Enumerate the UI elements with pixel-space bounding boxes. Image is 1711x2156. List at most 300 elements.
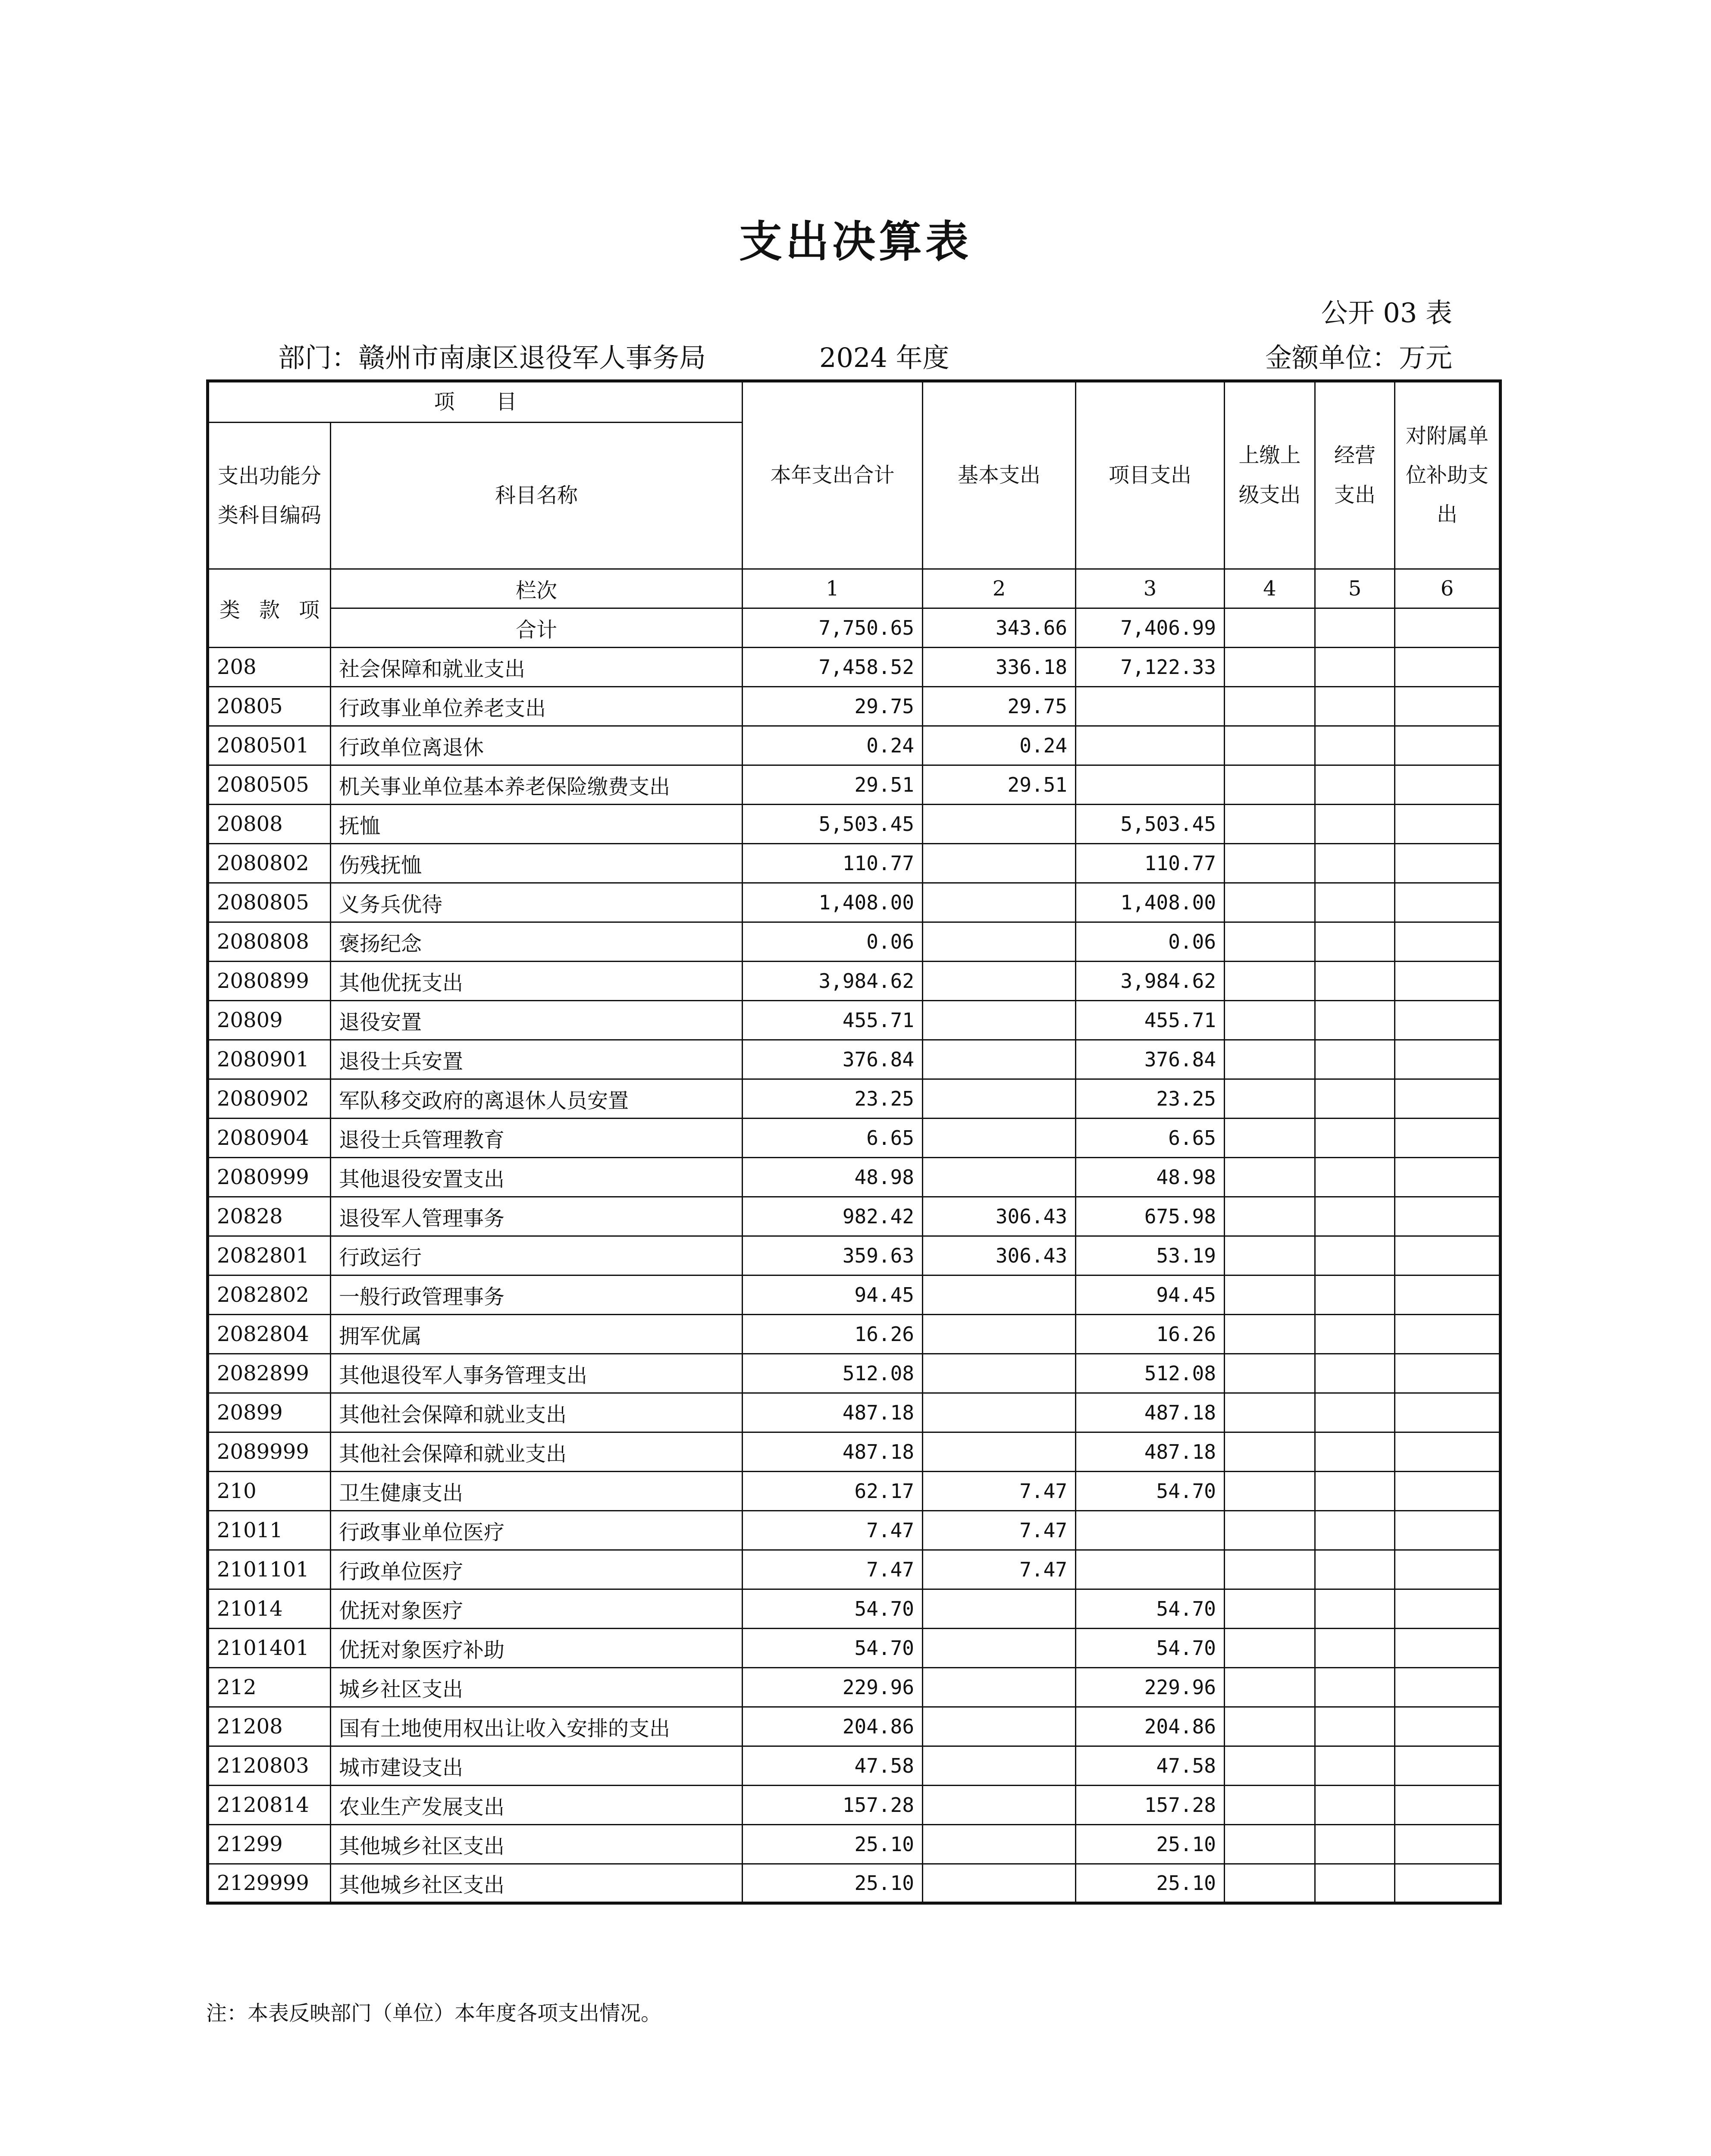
row-code: 2080999 — [208, 1158, 331, 1197]
row-c5 — [1315, 805, 1395, 844]
header-kuan: 款 — [259, 598, 280, 623]
header-xiangmu: 项 目 — [208, 381, 743, 423]
row-name: 城市建设支出 — [331, 1746, 743, 1786]
row-code: 21014 — [208, 1589, 331, 1629]
row-c6 — [1395, 1236, 1501, 1275]
table-row — [208, 1746, 1501, 1786]
table-row — [208, 1511, 1501, 1550]
table-row — [208, 1629, 1501, 1668]
row-name: 城乡社区支出 — [331, 1668, 743, 1707]
row-c6 — [1395, 1629, 1501, 1668]
row-basic — [923, 1001, 1076, 1040]
footnote: 注：本表反映部门（单位）本年度各项支出情况。 — [206, 2001, 662, 2025]
row-code: 2082801 — [208, 1236, 331, 1275]
row-total: 0.06 — [743, 922, 923, 962]
row-basic — [923, 1786, 1076, 1825]
row-c5 — [1315, 1864, 1395, 1903]
row-c4 — [1225, 1393, 1315, 1432]
row-basic — [923, 1275, 1076, 1315]
table-row — [208, 1432, 1501, 1472]
row-total: 5,503.45 — [743, 805, 923, 844]
row-project: 48.98 — [1076, 1158, 1225, 1197]
row-c5 — [1315, 1629, 1395, 1668]
row-c5 — [1315, 1197, 1395, 1236]
row-project: 487.18 — [1076, 1432, 1225, 1472]
table-row — [208, 1197, 1501, 1236]
row-c4 — [1225, 1079, 1315, 1119]
row-code: 2080902 — [208, 1079, 331, 1119]
table-row — [208, 687, 1501, 726]
row-c5 — [1315, 1315, 1395, 1354]
row-c6 — [1395, 883, 1501, 922]
row-c4 — [1225, 1236, 1315, 1275]
row-total: 487.18 — [743, 1432, 923, 1472]
lanci-2: 2 — [923, 569, 1076, 608]
row-c5 — [1315, 1119, 1395, 1158]
row-c6 — [1395, 1511, 1501, 1550]
page-title: 支出决算表 — [739, 216, 972, 267]
table-row — [208, 1786, 1501, 1825]
year-label: 2024 年度 — [819, 342, 950, 373]
row-c6 — [1395, 962, 1501, 1001]
row-c4 — [1225, 765, 1315, 805]
table-row — [208, 1668, 1501, 1707]
row-code: 2101101 — [208, 1550, 331, 1589]
row-c6 — [1395, 922, 1501, 962]
row-name: 行政单位医疗 — [331, 1550, 743, 1589]
row-total: 7.47 — [743, 1511, 923, 1550]
table-row — [208, 1158, 1501, 1197]
row-code: 2082899 — [208, 1354, 331, 1393]
row-code: 20809 — [208, 1001, 331, 1040]
table-row — [208, 883, 1501, 922]
row-basic — [923, 1864, 1076, 1903]
table-row — [208, 1040, 1501, 1079]
row-c4 — [1225, 1119, 1315, 1158]
total-c6 — [1395, 608, 1501, 648]
row-name: 卫生健康支出 — [331, 1472, 743, 1511]
row-c5 — [1315, 1550, 1395, 1589]
row-project: 376.84 — [1076, 1040, 1225, 1079]
row-c4 — [1225, 883, 1315, 922]
row-c5 — [1315, 1236, 1395, 1275]
row-c4 — [1225, 922, 1315, 962]
row-name: 退役士兵安置 — [331, 1040, 743, 1079]
row-c6 — [1395, 1472, 1501, 1511]
row-code: 212 — [208, 1668, 331, 1707]
table-row — [208, 726, 1501, 765]
row-name: 农业生产发展支出 — [331, 1786, 743, 1825]
table-row — [208, 1119, 1501, 1158]
row-c5 — [1315, 1589, 1395, 1629]
row-code: 2080501 — [208, 726, 331, 765]
row-c6 — [1395, 1119, 1501, 1158]
header-xiang: 项 — [298, 598, 320, 623]
row-basic — [923, 805, 1076, 844]
row-c4 — [1225, 1786, 1315, 1825]
row-c5 — [1315, 1746, 1395, 1786]
row-c4 — [1225, 1197, 1315, 1236]
row-basic: 29.51 — [923, 765, 1076, 805]
row-c4 — [1225, 1668, 1315, 1707]
row-total: 62.17 — [743, 1472, 923, 1511]
header-lei-kuan-xiang — [208, 569, 331, 648]
row-c6 — [1395, 1001, 1501, 1040]
row-name: 行政单位离退休 — [331, 726, 743, 765]
row-c4 — [1225, 1354, 1315, 1393]
row-c4 — [1225, 1511, 1315, 1550]
department-label: 部门：赣州市南康区退役军人事务局 — [278, 342, 706, 373]
row-c4 — [1225, 1629, 1315, 1668]
row-c4 — [1225, 805, 1315, 844]
row-c5 — [1315, 1432, 1395, 1472]
row-code: 2120814 — [208, 1786, 331, 1825]
row-c6 — [1395, 1707, 1501, 1746]
row-c5 — [1315, 1040, 1395, 1079]
row-name: 拥军优属 — [331, 1315, 743, 1354]
row-name: 优抚对象医疗补助 — [331, 1629, 743, 1668]
row-basic — [923, 883, 1076, 922]
row-c4 — [1225, 1158, 1315, 1197]
table-row — [208, 648, 1501, 687]
row-c4 — [1225, 1825, 1315, 1864]
row-basic — [923, 922, 1076, 962]
row-c6 — [1395, 1786, 1501, 1825]
row-project: 23.25 — [1076, 1079, 1225, 1119]
header-col2: 基本支出 — [923, 381, 1076, 569]
row-code: 2082802 — [208, 1275, 331, 1315]
row-total: 6.65 — [743, 1119, 923, 1158]
row-c4 — [1225, 1864, 1315, 1903]
row-code: 20828 — [208, 1197, 331, 1236]
row-total: 16.26 — [743, 1315, 923, 1354]
row-basic — [923, 962, 1076, 1001]
row-code: 2080899 — [208, 962, 331, 1001]
row-basic — [923, 1825, 1076, 1864]
row-code: 2080904 — [208, 1119, 331, 1158]
row-c5 — [1315, 1668, 1395, 1707]
row-c5 — [1315, 1472, 1395, 1511]
row-code: 20805 — [208, 687, 331, 726]
row-basic — [923, 1158, 1076, 1197]
row-project: 6.65 — [1076, 1119, 1225, 1158]
row-basic: 306.43 — [923, 1197, 1076, 1236]
row-code: 2080901 — [208, 1040, 331, 1079]
row-c6 — [1395, 1040, 1501, 1079]
row-c5 — [1315, 1354, 1395, 1393]
row-c4 — [1225, 962, 1315, 1001]
table-row — [208, 1864, 1501, 1903]
row-project — [1076, 726, 1225, 765]
header-col5: 经营支出 — [1315, 381, 1395, 569]
table-row — [208, 1001, 1501, 1040]
row-c6 — [1395, 1158, 1501, 1197]
total-label: 合计 — [331, 608, 743, 648]
row-total: 25.10 — [743, 1864, 923, 1903]
lanci-1: 1 — [743, 569, 923, 608]
row-c6 — [1395, 1197, 1501, 1236]
row-total: 7,458.52 — [743, 648, 923, 687]
row-code: 20808 — [208, 805, 331, 844]
row-code: 2089999 — [208, 1432, 331, 1472]
row-code: 2120803 — [208, 1746, 331, 1786]
row-c5 — [1315, 1511, 1395, 1550]
row-total: 25.10 — [743, 1825, 923, 1864]
row-total: 110.77 — [743, 844, 923, 883]
row-basic — [923, 1707, 1076, 1746]
row-c4 — [1225, 687, 1315, 726]
row-project — [1076, 765, 1225, 805]
row-project: 16.26 — [1076, 1315, 1225, 1354]
row-c6 — [1395, 1275, 1501, 1315]
row-project: 47.58 — [1076, 1746, 1225, 1786]
row-c6 — [1395, 1825, 1501, 1864]
row-project: 204.86 — [1076, 1707, 1225, 1746]
row-name: 优抚对象医疗 — [331, 1589, 743, 1629]
row-c5 — [1315, 883, 1395, 922]
row-project: 1,408.00 — [1076, 883, 1225, 922]
table-row — [208, 844, 1501, 883]
row-c4 — [1225, 1746, 1315, 1786]
row-c6 — [1395, 1668, 1501, 1707]
row-c5 — [1315, 1825, 1395, 1864]
row-c4 — [1225, 1550, 1315, 1589]
row-total: 204.86 — [743, 1707, 923, 1746]
total-c3: 7,406.99 — [1076, 608, 1225, 648]
row-c5 — [1315, 1001, 1395, 1040]
header-col3: 项目支出 — [1076, 381, 1225, 569]
row-total: 29.51 — [743, 765, 923, 805]
table-row — [208, 922, 1501, 962]
lanci-5: 5 — [1315, 569, 1395, 608]
row-c4 — [1225, 844, 1315, 883]
row-name: 其他退役军人事务管理支出 — [331, 1354, 743, 1393]
table-row — [208, 765, 1501, 805]
row-basic — [923, 1079, 1076, 1119]
row-code: 2101401 — [208, 1629, 331, 1668]
row-basic: 306.43 — [923, 1236, 1076, 1275]
row-project: 110.77 — [1076, 844, 1225, 883]
row-total: 29.75 — [743, 687, 923, 726]
row-c6 — [1395, 1864, 1501, 1903]
header-col6: 对附属单位补助支出 — [1395, 381, 1501, 569]
row-project: 0.06 — [1076, 922, 1225, 962]
row-basic — [923, 1393, 1076, 1432]
table-row — [208, 1236, 1501, 1275]
row-project: 25.10 — [1076, 1864, 1225, 1903]
row-project: 5,503.45 — [1076, 805, 1225, 844]
row-code: 2080802 — [208, 844, 331, 883]
row-c5 — [1315, 844, 1395, 883]
expenditure-table — [206, 379, 1502, 1905]
row-c5 — [1315, 765, 1395, 805]
row-c4 — [1225, 1589, 1315, 1629]
row-code: 21299 — [208, 1825, 331, 1864]
row-c6 — [1395, 1746, 1501, 1786]
row-c6 — [1395, 1393, 1501, 1432]
row-name: 退役军人管理事务 — [331, 1197, 743, 1236]
row-c5 — [1315, 726, 1395, 765]
row-c6 — [1395, 648, 1501, 687]
row-c6 — [1395, 726, 1501, 765]
row-name: 国有土地使用权出让收入安排的支出 — [331, 1707, 743, 1746]
row-name: 机关事业单位基本养老保险缴费支出 — [331, 765, 743, 805]
row-name: 退役士兵管理教育 — [331, 1119, 743, 1158]
total-c1: 7,750.65 — [743, 608, 923, 648]
row-code: 20899 — [208, 1393, 331, 1432]
row-total: 54.70 — [743, 1589, 923, 1629]
total-c2: 343.66 — [923, 608, 1076, 648]
row-name: 退役安置 — [331, 1001, 743, 1040]
row-basic: 29.75 — [923, 687, 1076, 726]
table-row — [208, 1472, 1501, 1511]
row-c4 — [1225, 1040, 1315, 1079]
row-basic — [923, 1668, 1076, 1707]
row-name: 其他城乡社区支出 — [331, 1825, 743, 1864]
row-project: 54.70 — [1076, 1472, 1225, 1511]
row-total: 94.45 — [743, 1275, 923, 1315]
row-c5 — [1315, 1079, 1395, 1119]
row-total: 23.25 — [743, 1079, 923, 1119]
row-name: 社会保障和就业支出 — [331, 648, 743, 687]
row-basic — [923, 1354, 1076, 1393]
row-c4 — [1225, 1275, 1315, 1315]
table-row — [208, 1393, 1501, 1432]
header-lanci: 栏次 — [331, 569, 743, 608]
row-c4 — [1225, 1707, 1315, 1746]
lanci-3: 3 — [1076, 569, 1225, 608]
row-c6 — [1395, 1550, 1501, 1589]
row-name: 军队移交政府的离退休人员安置 — [331, 1079, 743, 1119]
row-c6 — [1395, 1432, 1501, 1472]
row-basic — [923, 1432, 1076, 1472]
row-c6 — [1395, 1354, 1501, 1393]
row-project: 53.19 — [1076, 1236, 1225, 1275]
row-c4 — [1225, 1001, 1315, 1040]
row-c5 — [1315, 1393, 1395, 1432]
row-total: 157.28 — [743, 1786, 923, 1825]
row-name: 伤残抚恤 — [331, 844, 743, 883]
table-row — [208, 1589, 1501, 1629]
row-basic: 7.47 — [923, 1550, 1076, 1589]
total-c5 — [1315, 608, 1395, 648]
row-total: 455.71 — [743, 1001, 923, 1040]
row-total: 54.70 — [743, 1629, 923, 1668]
header-lei: 类 — [219, 598, 241, 623]
row-c5 — [1315, 648, 1395, 687]
row-total: 0.24 — [743, 726, 923, 765]
row-total: 359.63 — [743, 1236, 923, 1275]
row-code: 210 — [208, 1472, 331, 1511]
row-project — [1076, 1511, 1225, 1550]
row-project: 487.18 — [1076, 1393, 1225, 1432]
row-c4 — [1225, 1315, 1315, 1354]
row-c6 — [1395, 1315, 1501, 1354]
table-row — [208, 1315, 1501, 1354]
row-name: 行政运行 — [331, 1236, 743, 1275]
header-code: 支出功能分类科目编码 — [208, 423, 331, 569]
row-project: 157.28 — [1076, 1786, 1225, 1825]
row-name: 行政事业单位养老支出 — [331, 687, 743, 726]
row-total: 487.18 — [743, 1393, 923, 1432]
row-c5 — [1315, 922, 1395, 962]
header-name: 科目名称 — [331, 423, 743, 569]
row-c6 — [1395, 844, 1501, 883]
row-project: 675.98 — [1076, 1197, 1225, 1236]
form-number: 公开 03 表 — [1321, 297, 1452, 329]
row-c6 — [1395, 1589, 1501, 1629]
row-code: 2082804 — [208, 1315, 331, 1354]
row-project: 512.08 — [1076, 1354, 1225, 1393]
row-name: 其他优抚支出 — [331, 962, 743, 1001]
row-name: 其他城乡社区支出 — [331, 1864, 743, 1903]
row-code: 2080505 — [208, 765, 331, 805]
table-row — [208, 1354, 1501, 1393]
row-project — [1076, 1550, 1225, 1589]
row-project: 54.70 — [1076, 1589, 1225, 1629]
row-c4 — [1225, 648, 1315, 687]
row-name: 抚恤 — [331, 805, 743, 844]
lanci-6: 6 — [1395, 569, 1501, 608]
row-basic: 7.47 — [923, 1472, 1076, 1511]
row-c5 — [1315, 962, 1395, 1001]
row-total: 512.08 — [743, 1354, 923, 1393]
row-name: 其他社会保障和就业支出 — [331, 1432, 743, 1472]
row-basic — [923, 844, 1076, 883]
header-col1: 本年支出合计 — [743, 381, 923, 569]
row-total: 376.84 — [743, 1040, 923, 1079]
row-c6 — [1395, 765, 1501, 805]
header-col4: 上缴上级支出 — [1225, 381, 1315, 569]
row-code: 21011 — [208, 1511, 331, 1550]
row-basic — [923, 1315, 1076, 1354]
table-body — [208, 648, 1501, 1903]
row-c6 — [1395, 687, 1501, 726]
row-name: 其他退役安置支出 — [331, 1158, 743, 1197]
row-project: 229.96 — [1076, 1668, 1225, 1707]
row-code: 2080805 — [208, 883, 331, 922]
unit-label: 金额单位：万元 — [1265, 342, 1452, 373]
row-code: 2080808 — [208, 922, 331, 962]
row-basic: 336.18 — [923, 648, 1076, 687]
row-total: 3,984.62 — [743, 962, 923, 1001]
row-c6 — [1395, 805, 1501, 844]
row-name: 褒扬纪念 — [331, 922, 743, 962]
row-project: 54.70 — [1076, 1629, 1225, 1668]
row-c5 — [1315, 1275, 1395, 1315]
table-row — [208, 1079, 1501, 1119]
row-basic — [923, 1629, 1076, 1668]
row-code: 21208 — [208, 1707, 331, 1746]
table-row — [208, 1825, 1501, 1864]
row-c5 — [1315, 1707, 1395, 1746]
table-row — [208, 1275, 1501, 1315]
row-project: 455.71 — [1076, 1001, 1225, 1040]
row-c4 — [1225, 1432, 1315, 1472]
table-row — [208, 962, 1501, 1001]
row-total: 7.47 — [743, 1550, 923, 1589]
row-project: 7,122.33 — [1076, 648, 1225, 687]
row-basic: 0.24 — [923, 726, 1076, 765]
row-c6 — [1395, 1079, 1501, 1119]
table-row — [208, 1707, 1501, 1746]
row-basic — [923, 1589, 1076, 1629]
row-name: 其他社会保障和就业支出 — [331, 1393, 743, 1432]
row-total: 1,408.00 — [743, 883, 923, 922]
row-basic: 7.47 — [923, 1511, 1076, 1550]
row-basic — [923, 1119, 1076, 1158]
row-basic — [923, 1746, 1076, 1786]
